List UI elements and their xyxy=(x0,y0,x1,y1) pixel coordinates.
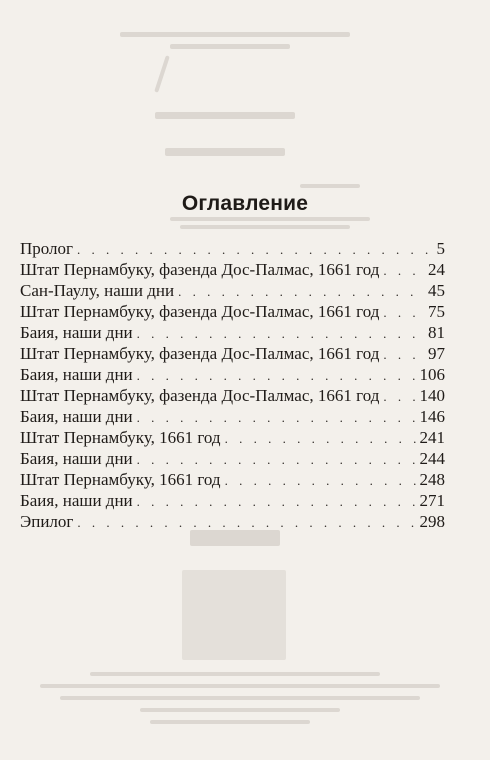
toc-entry-page-number: 106 xyxy=(419,365,445,384)
toc-entry-label: Эпилог xyxy=(20,512,74,531)
toc-entry-page-number: 24 xyxy=(428,260,445,279)
toc-entry xyxy=(20,427,445,448)
toc-entry xyxy=(20,448,445,469)
toc-entry-page-number: 298 xyxy=(419,512,445,531)
toc-entry xyxy=(20,322,445,343)
toc-entry xyxy=(20,406,445,427)
toc-entry xyxy=(20,280,445,301)
toc-entry-label: Штат Пернамбуку, фазенда Дос-Палмас, 1661 год xyxy=(20,386,380,405)
dot-leader xyxy=(178,281,424,302)
toc-entry-page-number: 5 xyxy=(436,239,445,258)
dot-leader xyxy=(137,407,416,428)
toc-entry xyxy=(20,343,445,364)
toc-entry-page-number: 75 xyxy=(428,302,445,321)
toc-entry-page-number: 146 xyxy=(419,407,445,426)
toc-entry-label: Штат Пернамбуку, фазенда Дос-Палмас, 1661 год xyxy=(20,344,380,363)
toc-entry-page-number: 45 xyxy=(428,281,445,300)
dot-leader xyxy=(383,260,424,281)
toc-entry-page-number: 271 xyxy=(419,491,445,510)
toc-entry xyxy=(20,385,445,406)
dot-leader xyxy=(137,365,416,386)
toc-entry-label: Сан-Паулу, наши дни xyxy=(20,281,175,300)
dot-leader xyxy=(383,302,424,323)
toc-entry-page-number: 140 xyxy=(419,386,445,405)
toc-entry xyxy=(20,238,445,259)
toc-entry-label: Штат Пернамбуку, фазенда Дос-Палмас, 1661 год xyxy=(20,302,380,321)
toc-entry xyxy=(20,490,445,511)
toc-entry-label: Штат Пернамбуку, 1661 год xyxy=(20,428,221,447)
toc-entry-label: Баия, наши дни xyxy=(20,449,133,468)
dot-leader xyxy=(225,470,416,491)
page-title: Оглавление xyxy=(181,192,309,215)
dot-leader xyxy=(137,491,416,512)
toc-entry-label: Пролог xyxy=(20,239,74,258)
toc-entry-label: Баия, наши дни xyxy=(20,491,133,510)
dot-leader xyxy=(225,428,416,449)
dot-leader xyxy=(137,323,424,344)
toc-entry-page-number: 248 xyxy=(419,470,445,489)
toc-entry xyxy=(20,301,445,322)
dot-leader xyxy=(383,344,424,365)
toc-entry xyxy=(20,469,445,490)
dot-leader xyxy=(77,512,415,533)
toc-entry-label: Штат Пернамбуку, 1661 год xyxy=(20,470,221,489)
toc-entry-page-number: 241 xyxy=(419,428,445,447)
toc-entry xyxy=(20,364,445,385)
dot-leader xyxy=(77,239,432,260)
toc-entry-label: Баия, наши дни xyxy=(20,365,133,384)
toc-entry-label: Штат Пернамбуку, фазенда Дос-Палмас, 1661 год xyxy=(20,260,380,279)
toc-entry-label: Баия, наши дни xyxy=(20,407,133,426)
toc-entry-page-number: 244 xyxy=(419,449,445,468)
dot-leader xyxy=(383,386,415,407)
toc-entry-page-number: 81 xyxy=(428,323,445,342)
table-of-contents xyxy=(20,238,445,532)
toc-entry-label: Баия, наши дни xyxy=(20,323,133,342)
toc-entry xyxy=(20,511,445,532)
toc-entry-page-number: 97 xyxy=(428,344,445,363)
dot-leader xyxy=(137,449,416,470)
toc-entry xyxy=(20,259,445,280)
